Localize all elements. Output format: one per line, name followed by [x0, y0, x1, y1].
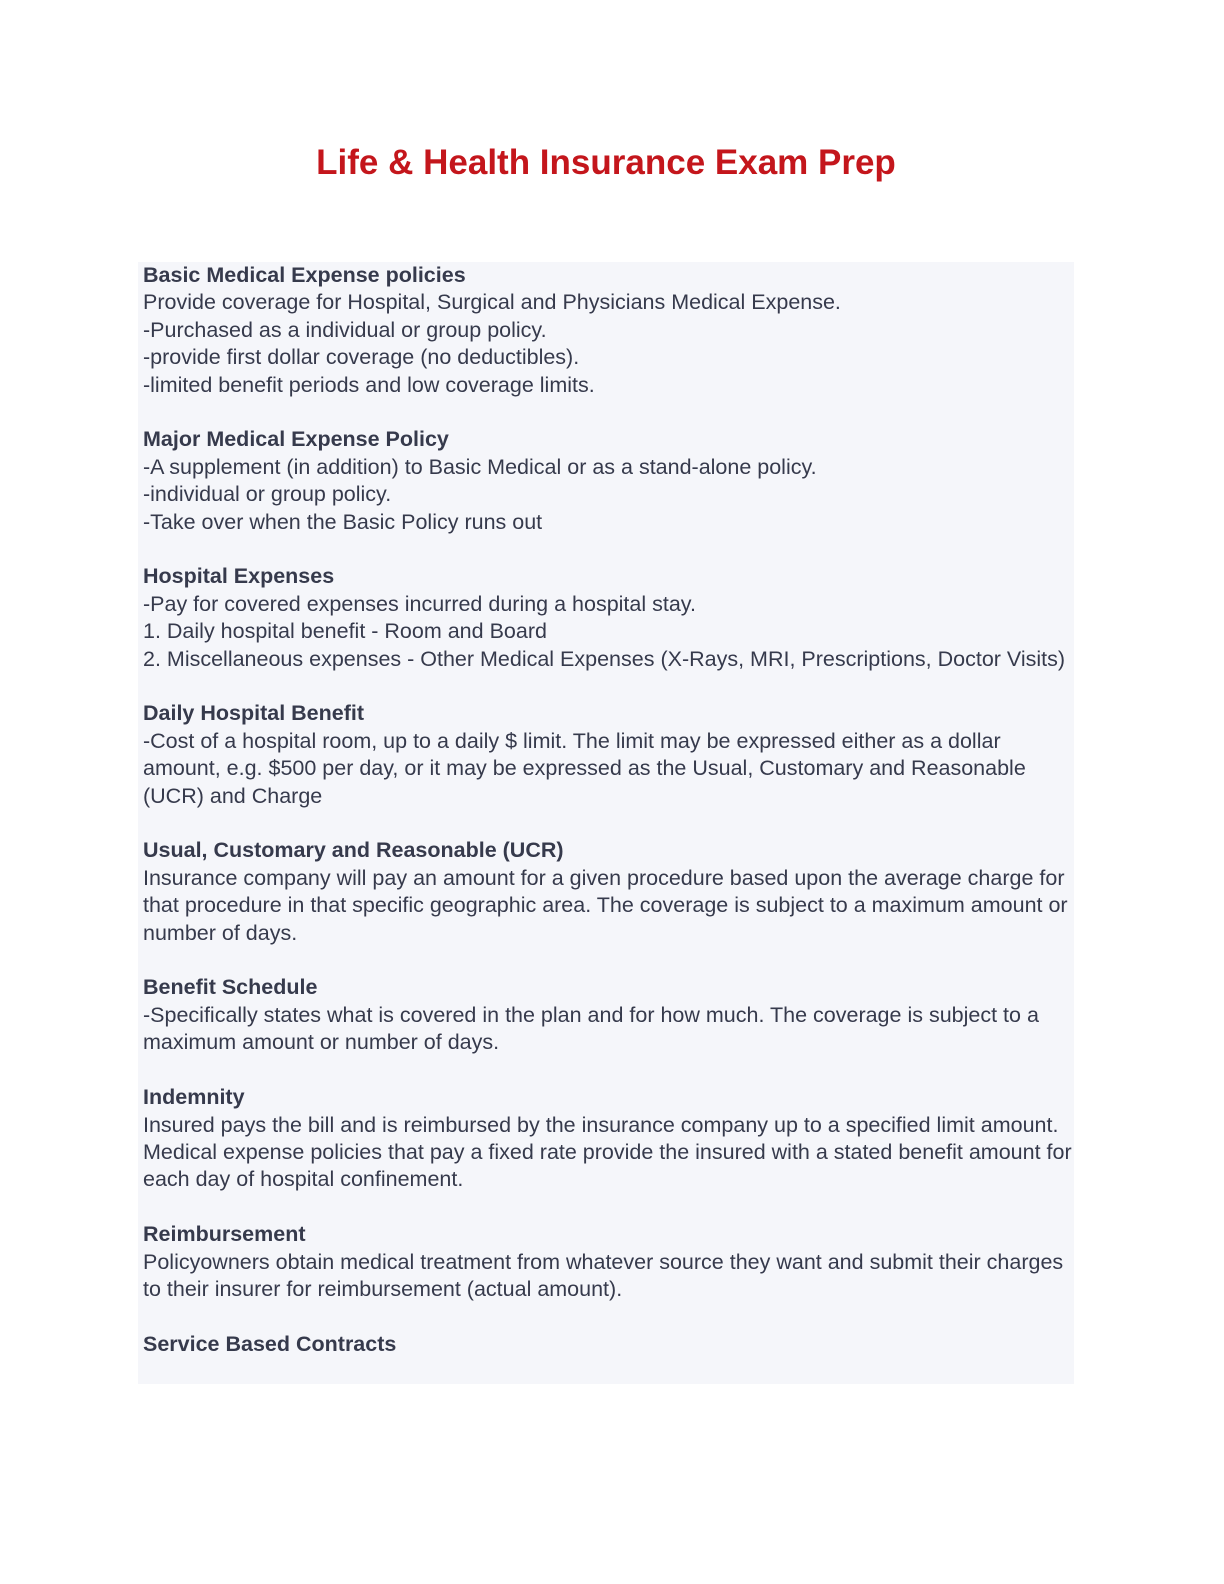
section — [143, 1331, 1073, 1358]
section — [143, 1084, 1073, 1194]
section — [143, 563, 1073, 673]
section-heading: Usual, Customary and Reasonable (UCR) — [143, 838, 564, 863]
section-heading: Benefit Schedule — [143, 975, 318, 1000]
section-heading: Major Medical Expense Policy — [143, 427, 449, 452]
section — [143, 837, 1073, 947]
section-text: -A supplement (in addition) to Basic Medical or as a stand-alone policy. — [143, 454, 817, 479]
section-heading: Service Based Contracts — [143, 1331, 397, 1356]
section-text: -individual or group policy. — [143, 482, 392, 507]
section-text: Insurance company will pay an amount for a given procedure based upon the average charge for that procedure in that specific geographic area. The coverage is subject to a maximum amount or number of days. — [143, 865, 1068, 945]
section-heading: Indemnity — [143, 1085, 245, 1110]
section-text: -provide first dollar coverage (no deductibles). — [143, 345, 580, 370]
section — [143, 262, 1073, 399]
content-panel — [138, 262, 1074, 1384]
section-text: Policyowners obtain medical treatment from whatever source they want and submit their charges to their insurer for reimbursement (actual amount). — [143, 1249, 1064, 1301]
section-heading: Daily Hospital Benefit — [143, 701, 365, 726]
section — [143, 700, 1073, 810]
content-body — [143, 262, 1073, 1384]
section-text: -Specifically states what is covered in the plan and for how much. The coverage is subject to a maximum amount or number of days. — [143, 1002, 1039, 1055]
section-text: -limited benefit periods and low coverage limits. — [143, 372, 595, 397]
section-text: 2. Miscellaneous expenses - Other Medical Expenses (X-Rays, MRI, Prescriptions, Doctor Visits) — [143, 646, 1066, 671]
page-title: Life & Health Insurance Exam Prep — [316, 143, 896, 182]
section-text: Provide coverage for Hospital, Surgical and Physicians Medical Expense. — [143, 290, 841, 315]
section-heading: Reimbursement — [143, 1222, 306, 1247]
section-text: Insured pays the bill and is reimbursed by the insurance company up to a specified limit amount. Medical expense policies that pay a fixed rate provide the insured with a stated benefit amount for each day of hospital confinement. — [143, 1112, 1072, 1192]
section-heading: Hospital Expenses — [143, 564, 335, 589]
section — [143, 1221, 1073, 1303]
section — [143, 426, 1073, 536]
section-text: -Purchased as a individual or group policy. — [143, 317, 547, 342]
section-heading: Basic Medical Expense policies — [143, 263, 466, 287]
section — [143, 974, 1073, 1056]
section-text: -Pay for covered expenses incurred during a hospital stay. — [143, 591, 696, 616]
section-text: -Take over when the Basic Policy runs out — [143, 509, 543, 534]
section-text: 1. Daily hospital benefit - Room and Board — [143, 619, 547, 644]
section-text: -Cost of a hospital room, up to a daily $ limit. The limit may be expressed either as a dollar amount, e.g. $500 per day, or it may be expressed as the Usual, Customary and Reasonable (UCR) and Charge — [143, 728, 1026, 808]
